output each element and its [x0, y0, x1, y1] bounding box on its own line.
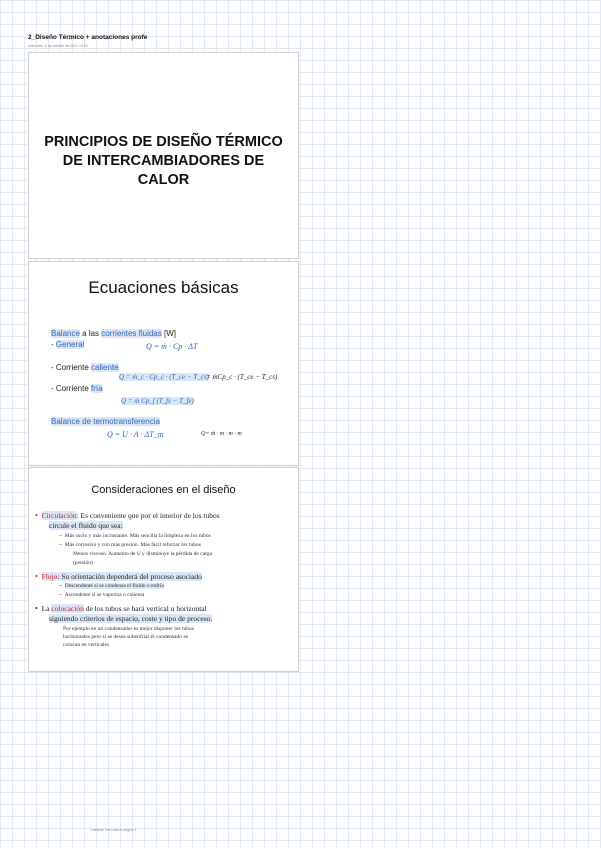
caliente-equation-handwritten: = ṁCp_c · (T_ce − T_cs)	[206, 373, 278, 381]
balance-word: Balance	[51, 329, 80, 338]
general-dash: -	[51, 340, 56, 349]
circulacion-label: Circulación	[41, 511, 77, 520]
caliente-equation: Q = ṁ_c · Cp_c · (T_ce − T_cs)	[119, 373, 209, 381]
colocacion-text: de los tubos se hará vertical u horizontal	[83, 604, 207, 613]
circulacion-sub4: (presión)	[73, 560, 93, 566]
general-line	[51, 340, 84, 349]
corrientes-fluidas: corrientes fluidas	[101, 329, 162, 338]
bullet-flujo	[35, 572, 202, 581]
slide-consideraciones	[28, 467, 299, 672]
circulacion-sub3: Menos viscoso. Aumento de U y disminuye la pérdida de carga	[73, 551, 213, 557]
balance-connector: a las	[79, 329, 102, 338]
colocacion-note3: colocan en verticales	[63, 642, 110, 648]
fria-label: fría	[91, 384, 103, 393]
caliente-line	[51, 363, 119, 372]
circulacion-sub2: – Más corrosivo y con más presión. Más fácil reforzar los tubos	[59, 542, 201, 548]
flujo-sub1: – Descendente si se condensa el fluido o enfría	[59, 583, 164, 589]
colocacion-line2: siguiendo criterios de espacio, coste y tipo de proceso.	[49, 614, 213, 623]
termo-label: termotransferencia	[93, 417, 160, 426]
slide2-title: Ecuaciones básicas	[88, 278, 239, 297]
circulacion-line2: circule el fluido que sea:	[49, 521, 123, 530]
slide1-title-line: DE INTERCAMBIADORES DE	[62, 153, 265, 169]
flujo-label: Flujo	[41, 572, 58, 581]
termo-side-note: Q= ṁ · m · m · m	[201, 431, 242, 437]
slide1-title-line: CALOR	[137, 172, 190, 188]
circulacion-sub1-text: Más sucio y más incrustante. Más sencilla la limpieza en los tubos	[64, 533, 211, 539]
flujo-sub2: – Ascendente si se vaporiza o calienta	[59, 592, 145, 598]
circulacion-sub2-text: Más corrosivo y con más presión. Más fácil reforzar los tubos	[64, 542, 201, 548]
circulacion-text: : Es conveniente que por el interior de los tubos	[76, 511, 220, 520]
slide-ecuaciones	[28, 261, 299, 466]
fria-equation: Q = ṁ Cp_f (T_fs − T_fe)	[121, 397, 194, 405]
bullet-dot: •	[35, 572, 38, 581]
bullet-dot: •	[35, 604, 38, 613]
page-footer: OneNote Tab Lateral página 1	[90, 828, 137, 832]
slide1-title	[29, 133, 298, 190]
termo-equation: Q = U · A · ΔT_m	[107, 430, 164, 439]
fria-line	[51, 384, 103, 393]
circulacion-sub1: – Más sucio y más incrustante. Más sencilla la limpieza en los tubos	[59, 533, 211, 539]
colocacion-note2: horizontales pero si se desea subenfriar el condensado se	[63, 634, 188, 640]
page-date: miércoles, 6 de octubre de 2021 12:00	[28, 44, 88, 48]
colocacion-prefix: La	[41, 604, 52, 613]
flujo-text: : Su orientación dependerá del proceso asociado	[57, 572, 202, 581]
general-label: General	[55, 340, 85, 349]
balance-units: [W]	[161, 329, 176, 338]
caliente-label: caliente	[91, 363, 119, 372]
slide3-title: Consideraciones en el diseño	[91, 484, 236, 496]
bullet-colocacion	[35, 604, 207, 613]
bullet-circulacion	[35, 511, 220, 520]
flujo-sub1-text: Descendente si se condensa el fluido o enfría	[64, 583, 164, 589]
slide1-title-line: PRINCIPIOS DE DISEÑO TÉRMICO	[44, 134, 283, 150]
colocacion-note1: Por ejemplo en un condensador es mejor disponer los tubos	[63, 626, 194, 632]
caliente-prefix: - Corriente	[51, 363, 92, 372]
general-equation: Q = ṁ · Cp · ΔT	[146, 342, 198, 351]
termo-prefix: Balance de	[51, 417, 94, 426]
flujo-sub2-text: Ascendente si se vaporiza o calienta	[64, 592, 145, 598]
fria-prefix: - Corriente	[51, 384, 92, 393]
bullet-dot: •	[35, 511, 38, 520]
page-title: 2_Diseño Térmico + anotaciones profe	[28, 34, 148, 41]
slide-title-page	[28, 52, 299, 259]
termo-line	[51, 417, 160, 426]
colocacion-label: colocación	[51, 604, 84, 613]
balance-line	[51, 329, 176, 338]
